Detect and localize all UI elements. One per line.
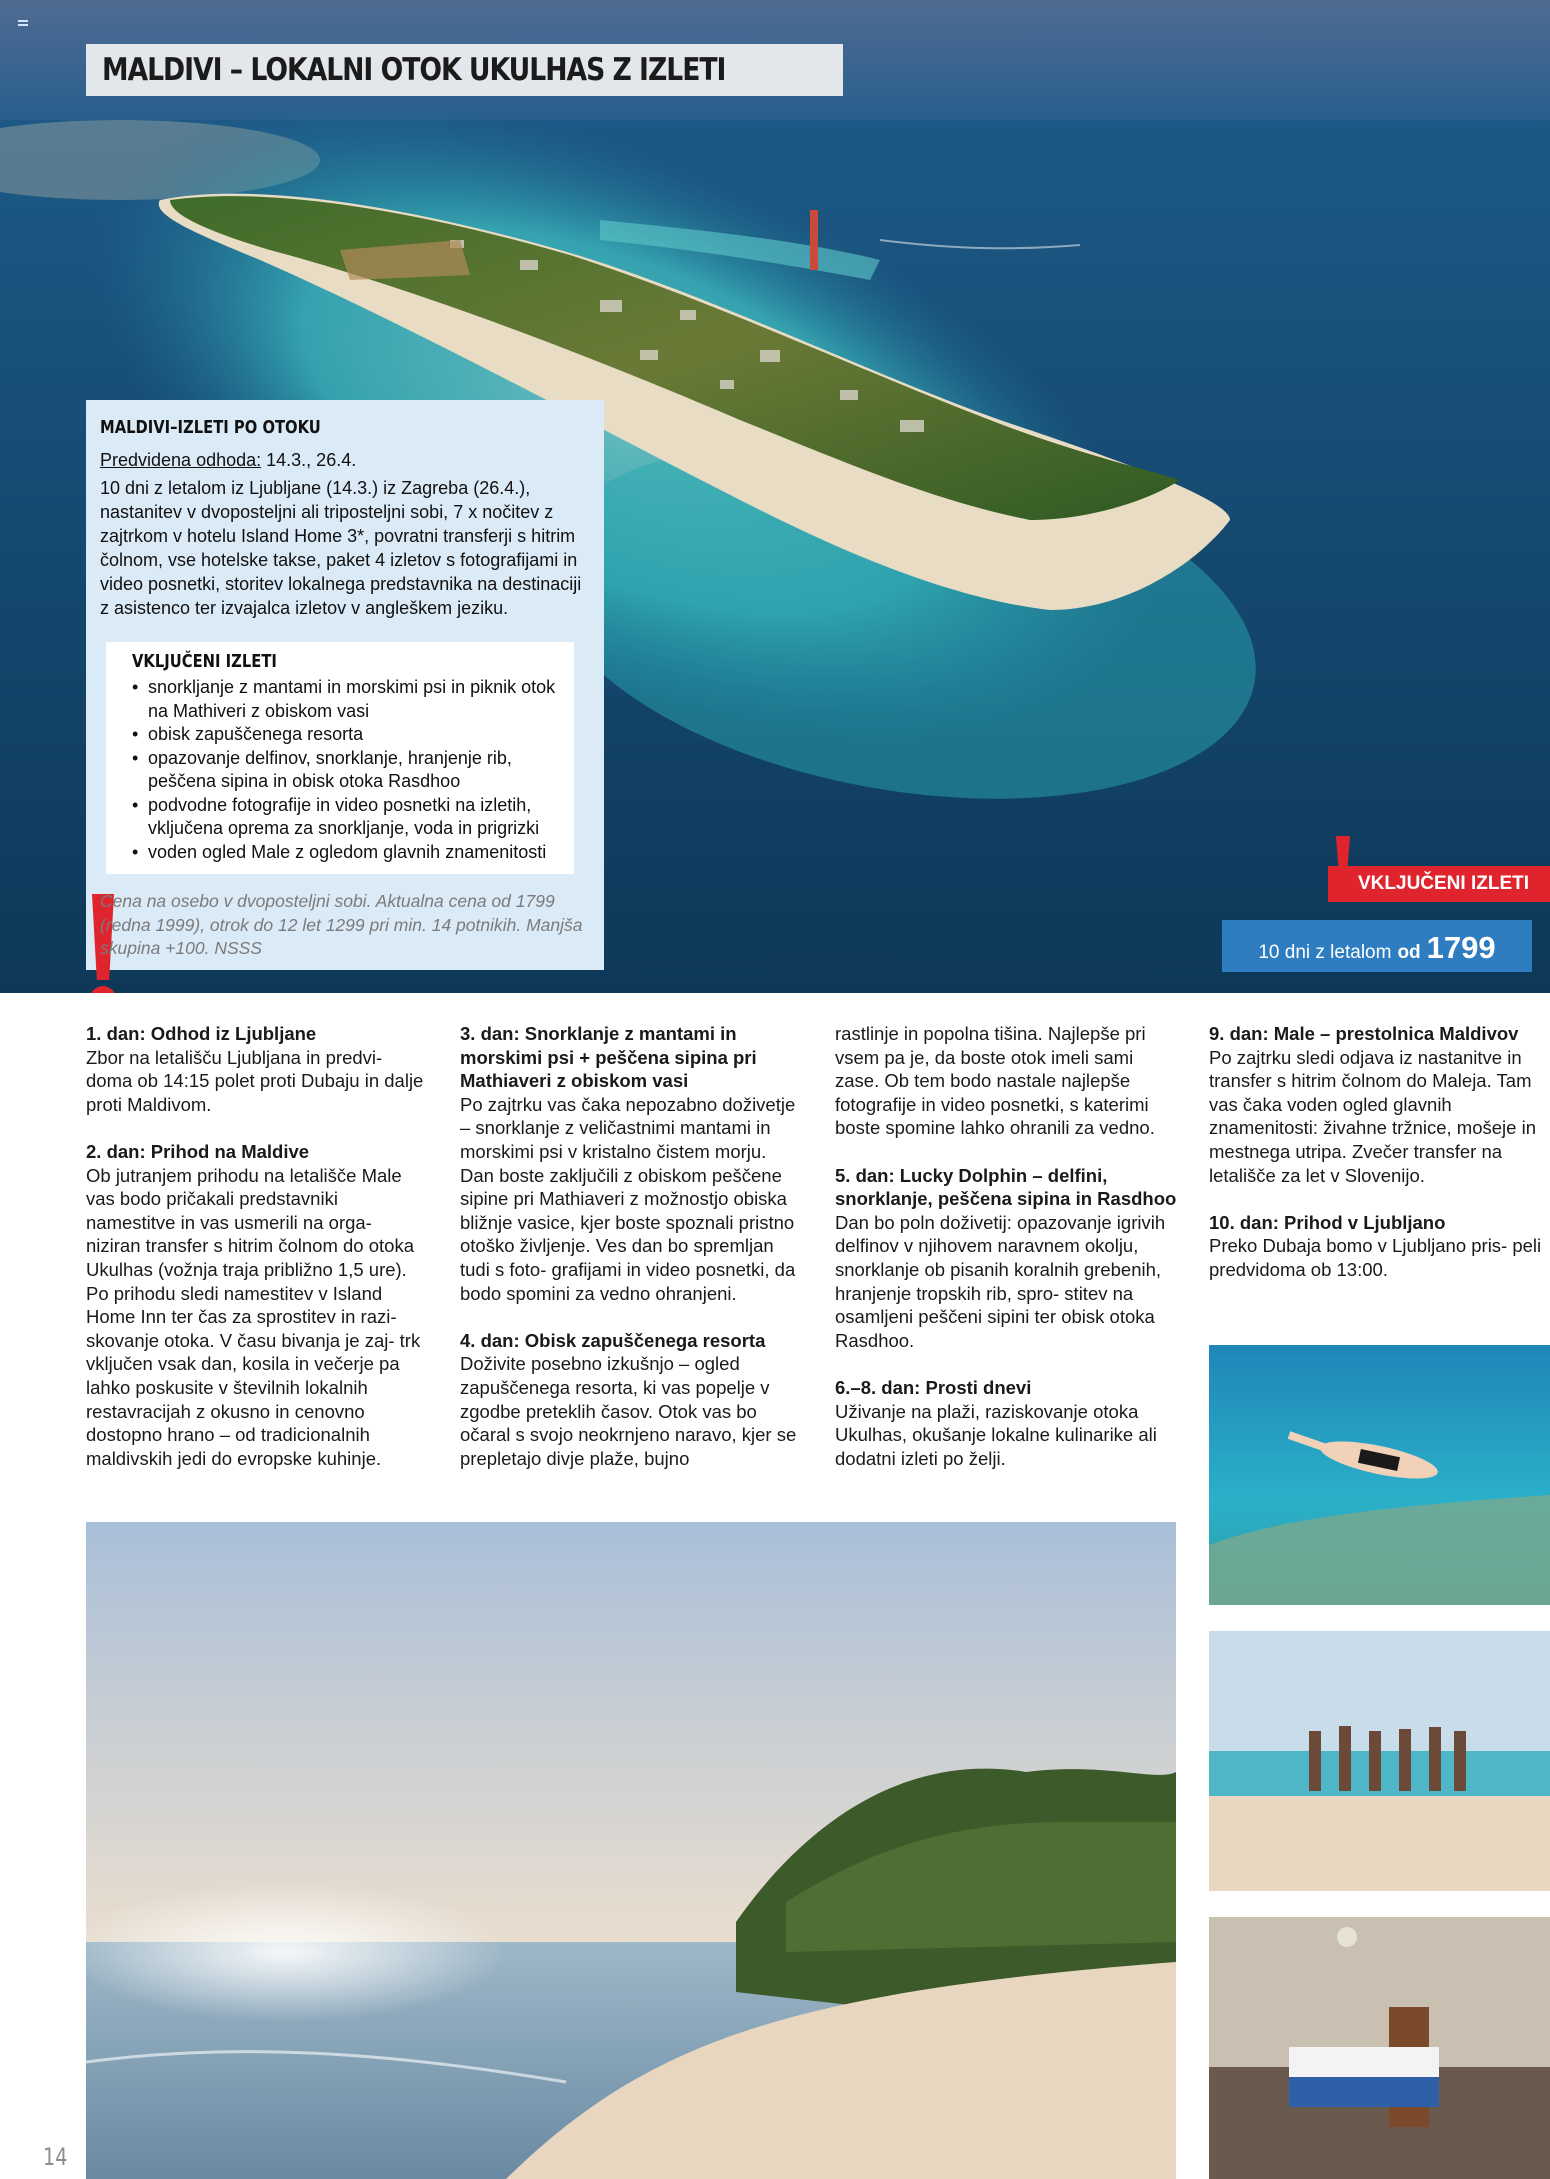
list-item: • obisk zapuščenega resorta [132, 723, 564, 747]
itinerary-column-4 [1209, 1022, 1549, 1282]
price-value: 1799 [1426, 930, 1496, 965]
itinerary-column-1 [86, 1022, 426, 1470]
included-list [132, 676, 564, 864]
day-2-title: 2. dan: Prihod na Maldive [86, 1140, 310, 1162]
page-title-text: MALDIVI – LOKALNI OTOK UKULHAS Z IZLETI [102, 52, 726, 88]
day-2-text: Ob jutranjem prihodu na letališče Male vas bodo pričakali predstavniki namestitve in vas usmerili na orga- niziran transfer s hitrim čolnom do otoka Ukulhas (vožnja traja približno 1,5 ure). [86, 1164, 414, 1280]
trip-info-box [86, 400, 604, 970]
day-1-title: 1. dan: Odhod iz Ljubljane [86, 1023, 317, 1044]
info-heading: MALDIVI–IZLETI PO OTOKU [100, 417, 321, 438]
day-4-text: Doživite posebno izkušnjo – ogled zapuščenega resorta, ki vas popelje v zgodbe preteklih časov. Otok vas bo očaral s svojo neokrnjeno naravo, kjer se prepletajo divje plaže, bujno [460, 1353, 797, 1469]
day-2-text-continued: Po prihodu sledi namestitev v Island Home Inn ter čas za sprostitev in razi- skovanje otoka. V času bivanja je zaj- trk vključen vsak dan, kosila in večerje pa lahko poskusite v številnih lokalnih restavracijah z okusno in cenovno dostopno hrano – od tradicionalnih maldivskih jedi do evropske kuhinje. [86, 1282, 421, 1469]
itinerary-column-3 [835, 1022, 1180, 1470]
list-item: • opazovanje delfinov, snorklanje, hranjenje rib, peščena sipina in obisk otoka Rasdhoo [132, 747, 564, 794]
list-item: • snorkljanje z mantami in morskimi psi in piknik otok na Mathiveri z obiskom vasi [132, 676, 564, 723]
day-5-text: Dan bo poln doživetij: opazovanje igrivih delfinov v njihovem naravnem okolju, snorklanje ob pisanih koralnih grebenih, hranjenje tropskih rib, spro- stitev na osamljeni peščeni sipini ter obisk otoka Rasdhoo. [835, 1211, 1166, 1351]
included-heading: VKLJUČENI IZLETI [132, 651, 277, 672]
price-label: 10 dni z letalom [1258, 942, 1392, 963]
day-1-text: Zbor na letališču Ljubljana in predvi- doma ob 14:15 polet proti Dubaju in dalje proti Maldivom. [86, 1046, 424, 1115]
departure-dates [100, 448, 590, 472]
day-6-8-text: Uživanje na plaži, raziskovanje otoka Ukulhas, okušanje lokalne kulinarike ali dodatni izleti po želji. [835, 1400, 1157, 1469]
snorkel-photo [1209, 1345, 1550, 1605]
trip-description: 10 dni z letalom iz Ljubljane (14.3.) iz Zagreba (26.4.), nastanitev v dvoposteljni ali triposteljni sobi, 7 x nočitev z zajtrkom v hotelu Island Home 3*, povratni transferji s hitrim čolnom, vse hotelske takse, paket 4 izletov s fotografijami in video posnetki, storitev lokalnega predstavnika na destinaciji z asistenco ter izvajalca izletov v angleškem jeziku. [100, 478, 582, 618]
price-box [1222, 920, 1532, 972]
day-3-title: 3. dan: Snorklanje z mantami in morskimi psi + peščena sipina pri Mathiaveri z obiskom vasi [460, 1023, 757, 1092]
included-trips-badge: VKLJUČENI IZLETI [1328, 866, 1550, 902]
day-5-title: 5. dan: Lucky Dolphin – delfini, snorklanje, peščena sipina in Rasdhoo [835, 1164, 1177, 1210]
page-title [86, 44, 843, 96]
group-beach-photo [1209, 1631, 1550, 1891]
included-trips-box [106, 642, 574, 874]
itinerary-column-2 [460, 1022, 805, 1470]
list-item: • podvodne fotografije in video posnetki na izletih, vključena oprema za snorkljanje, voda in prigrizki [132, 794, 564, 841]
day-9-title: 9. dan: Male – prestolnica Maldivov [1209, 1023, 1519, 1044]
price-from: od [1397, 942, 1421, 963]
price-note: Cena na osebo v dvoposteljni sobi. Aktualna cena od 1799 (redna 1999), otrok do 12 let 1299 pri min. 14 potnikih. Manjša skupina +100. NSSS [100, 891, 583, 958]
hotel-room-photo [1209, 1917, 1550, 2179]
day-3-text: Po zajtrku vas čaka nepozabno doživetje – snorklanje z veličastnimi mantami in morskimi psi v kristalno čistem morju. Dan boste zaključili z obiskom peščene sipine pri Mathiaveri z možnostjo obiska bližnje vasice, kjer boste spoznali pristno otoško življenje. Ves dan bo spremljan tudi s foto- grafijami in video posnetki, da bodo spomini za vedno ohranjeni. [460, 1093, 796, 1304]
day-10-text: Preko Dubaja bomo v Ljubljano pris- peli predvidoma ob 13:00. [1209, 1235, 1542, 1280]
list-item: • voden ogled Male z ogledom glavnih znamenitosti [132, 841, 564, 865]
day-4-title: 4. dan: Obisk zapuščenega resorta [460, 1329, 766, 1351]
departure-value: 14.3., 26.4. [261, 450, 357, 470]
day-6-8-title: 6.–8. dan: Prosti dnevi [835, 1376, 1032, 1398]
day-10-title: 10. dan: Prihod v Ljubljano [1209, 1211, 1446, 1233]
page-number: 14 [43, 2143, 68, 2171]
hero-photo [0, 0, 1550, 993]
beach-photo [86, 1522, 1176, 2179]
day-4-text-continued: rastlinje in popolna tišina. Najlepše pri vsem pa je, da boste otok imeli sami zase. Ob tem bodo nastale najlepše fotografije in video posnetki, s katerimi boste spomine lahko ohranili za vedno. [835, 1023, 1155, 1139]
day-9-text: Po zajtrku sledi odjava iz nastanitve in transfer s hitrim čolnom do Maleja. Tam vas čaka voden ogled glavnih znamenitosti: živahne tržnice, mošeje in mestnega utripa. Zvečer transfer na letališče za let v Slovenijo. [1209, 1046, 1536, 1186]
departure-label: Predvidena odhoda: [100, 450, 262, 470]
menu-icon[interactable] [18, 20, 28, 28]
